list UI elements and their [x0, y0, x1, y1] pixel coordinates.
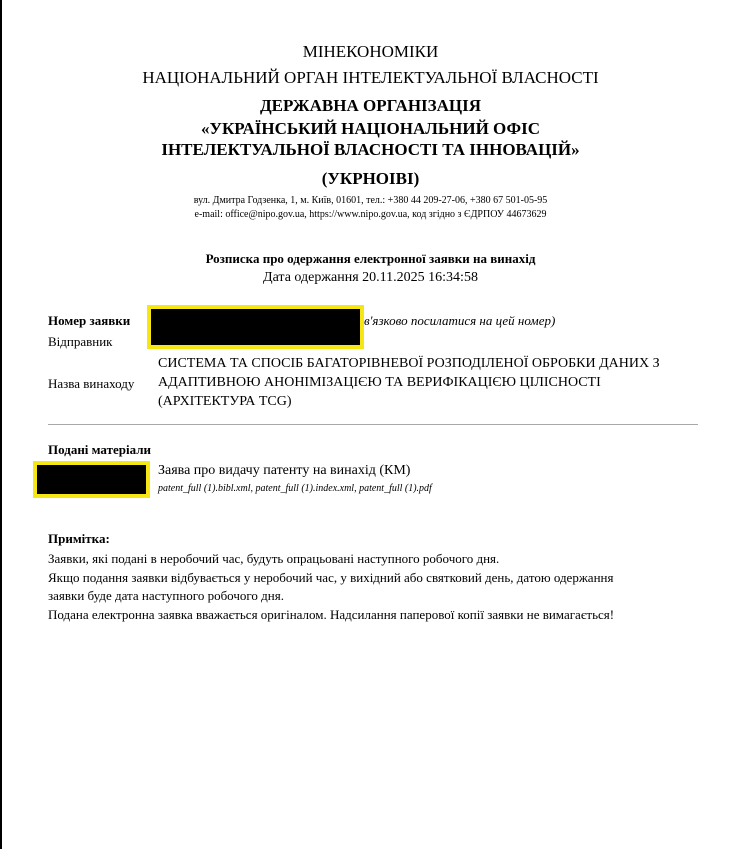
invention-title-line-3: (АРХІТЕКТУРА TCG) [158, 394, 292, 409]
section-divider [48, 424, 698, 425]
ministry-name: МІНЕКОНОМІКИ [302, 42, 439, 61]
note-line-3: заявки буде дата наступного робочого дня. [48, 588, 284, 603]
redacted-material-id [33, 461, 150, 498]
invention-title-label: Назва винаходу [48, 376, 135, 391]
material-item-title: Заява про видачу патенту на винахід (КМ) [158, 463, 411, 478]
authority-name: НАЦІОНАЛЬНИЙ ОРГАН ІНТЕЛЕКТУАЛЬНОЇ ВЛАСНОСТІ [142, 68, 599, 87]
org-contacts: e-mail: office@nipo.gov.ua, https://www.nipo.gov.ua, код згідно з ЄДРПОУ 44673629 [194, 209, 547, 220]
org-line-3: ІНТЕЛЕКТУАЛЬНОЇ ВЛАСНОСТІ ТА ІННОВАЦІЙ» [161, 140, 580, 159]
receipt-title: Розписка про одержання електронної заявки на винахід [205, 251, 536, 266]
org-line-1: ДЕРЖАВНА ОРГАНІЗАЦІЯ [259, 96, 482, 115]
material-item-files: patent_full (1).bibl.xml, patent_full (1).index.xml, patent_full (1).pdf [158, 483, 432, 494]
redacted-application-number [147, 305, 364, 349]
note-line-4: Подана електронна заявка вважається оригіналом. Надсилання паперової копії заявки не вимагається! [48, 607, 615, 622]
note-line-2: Якщо подання заявки відбувається у неробочий час, у вихідний або святковий день, датою одержання [48, 570, 614, 585]
invention-title-line-2: АДАПТИВНОЮ АНОНІМІЗАЦІЄЮ ТА ВЕРИФІКАЦІЄЮ ЦІЛІСНОСТІ [158, 375, 601, 390]
note-heading: Примітка: [48, 531, 110, 546]
invention-title-line-1: СИСТЕМА ТА СПОСІБ БАГАТОРІВНЕВОЇ РОЗПОДІЛЕНОЇ ОБРОБКИ ДАНИХ З [158, 356, 660, 371]
application-number-label: Номер заявки [48, 313, 131, 328]
application-number-note: в'язково посилатися на цей номер) [364, 313, 556, 328]
sender-label: Відправник [48, 334, 113, 349]
org-address: вул. Дмитра Годзенка, 1, м. Київ, 01601, тел.: +380 44 209-27-06, +380 67 501-05-95 [193, 195, 548, 206]
receipt-date: Дата одержання 20.11.2025 16:34:58 [263, 270, 478, 285]
note-line-1: Заявки, які подані в неробочий час, будуть опрацьовані наступного робочого дня. [48, 551, 500, 566]
org-short-name: (УКРНОІВІ) [321, 169, 420, 188]
materials-heading: Подані матеріали [48, 442, 151, 457]
org-line-2: «УКРАЇНСЬКИЙ НАЦІОНАЛЬНИЙ ОФІС [201, 119, 540, 138]
